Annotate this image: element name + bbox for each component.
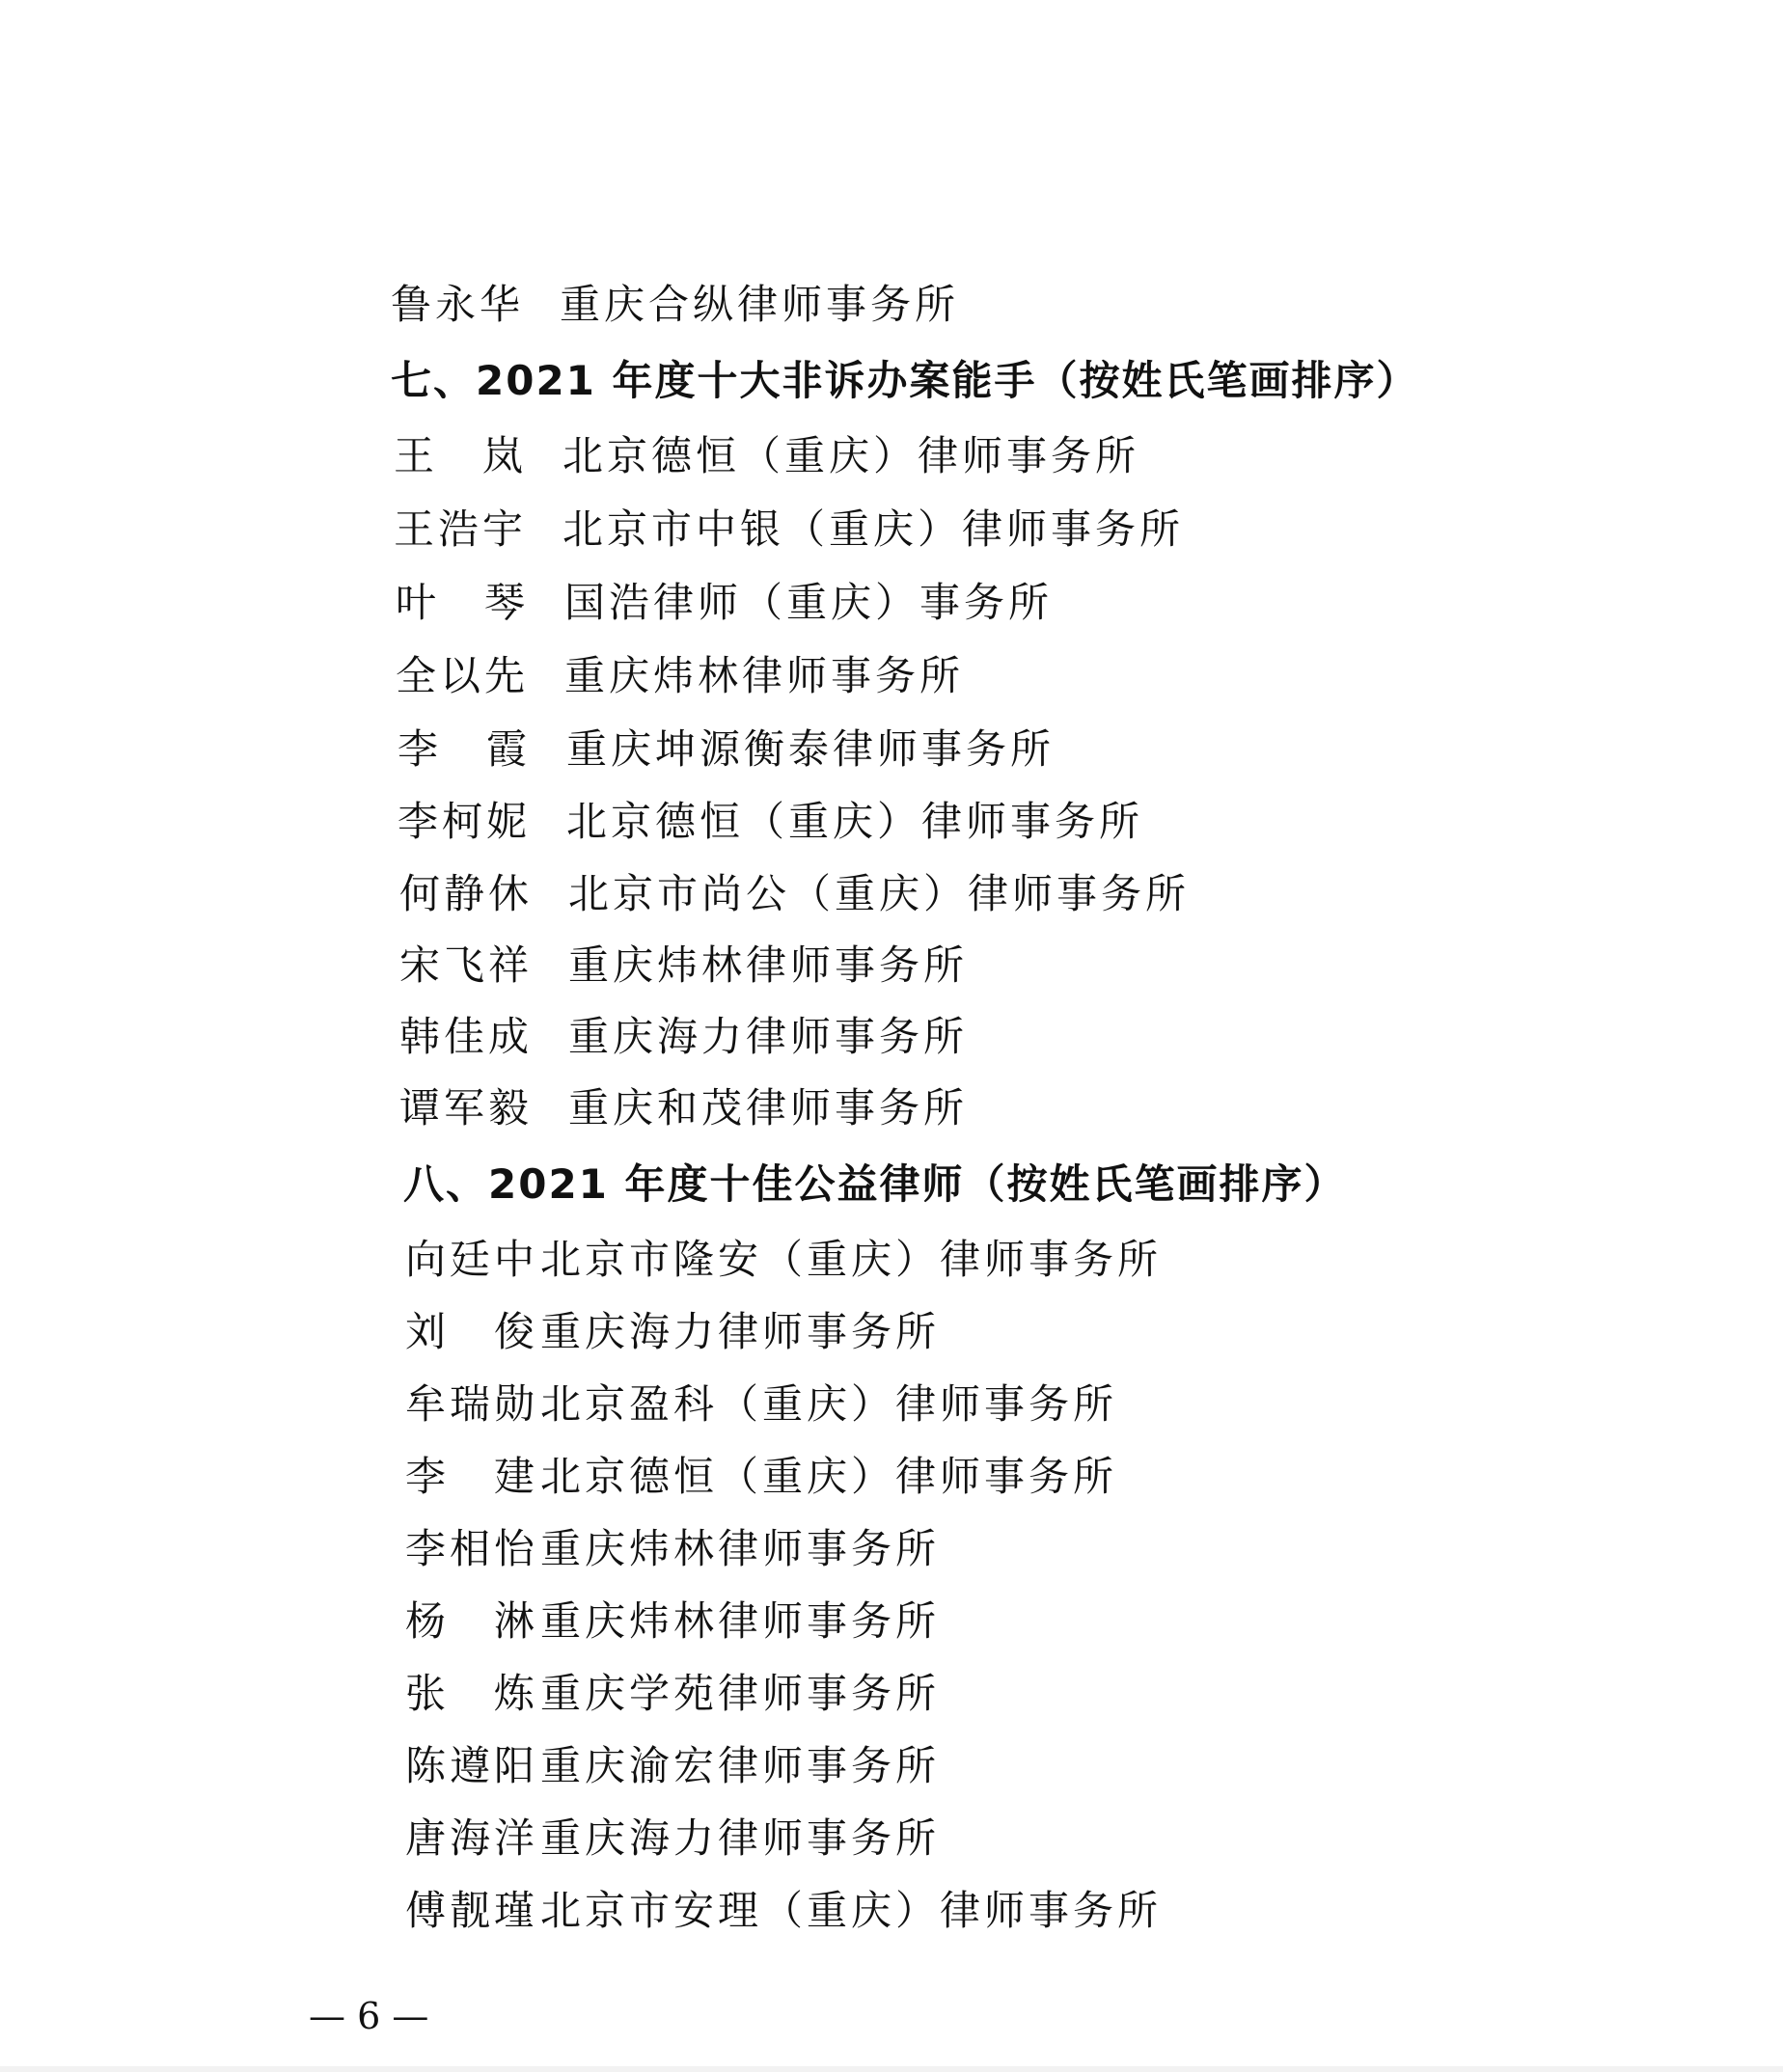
list-item bbox=[399, 1010, 968, 1064]
lawyer-name: 叶 琴 bbox=[396, 579, 530, 626]
law-firm: 北京盈科（重庆）律师事务所 bbox=[540, 1380, 1118, 1428]
list-item bbox=[405, 1450, 1117, 1504]
law-firm: 北京德恒（重庆）律师事务所 bbox=[562, 432, 1140, 479]
law-firm: 重庆和茂律师事务所 bbox=[568, 1084, 969, 1131]
page-number: — 6 — bbox=[309, 1995, 429, 2037]
law-firm: 重庆坤源衡泰律师事务所 bbox=[566, 725, 1056, 773]
list-item bbox=[405, 1522, 940, 1576]
law-firm: 北京德恒（重庆）律师事务所 bbox=[566, 798, 1144, 845]
list-item bbox=[405, 1667, 940, 1721]
list-item bbox=[405, 1739, 940, 1793]
list-item bbox=[398, 795, 1143, 849]
lawyer-name: 李相怡 bbox=[405, 1525, 539, 1572]
law-firm: 北京市中银（重庆）律师事务所 bbox=[562, 505, 1185, 553]
list-item bbox=[399, 939, 968, 993]
law-firm: 北京市隆安（重庆）律师事务所 bbox=[540, 1236, 1163, 1283]
list-item bbox=[398, 722, 1055, 777]
list-item bbox=[405, 1377, 1117, 1431]
law-firm: 重庆炜林律师事务所 bbox=[564, 652, 965, 699]
page-bottom-edge bbox=[0, 2066, 1783, 2072]
lawyer-name: 李柯妮 bbox=[398, 798, 532, 845]
lawyer-name: 李 建 bbox=[405, 1453, 539, 1500]
lawyer-name: 王 岚 bbox=[394, 432, 528, 479]
list-item bbox=[396, 576, 1053, 630]
list-item bbox=[396, 649, 964, 703]
law-firm: 北京市安理（重庆）律师事务所 bbox=[540, 1887, 1163, 1934]
list-item bbox=[394, 503, 1184, 557]
lawyer-name: 张 炼 bbox=[405, 1670, 539, 1717]
lawyer-name: 杨 淋 bbox=[405, 1597, 539, 1645]
lawyer-name: 何静休 bbox=[399, 870, 534, 917]
lawyer-name: 牟瑞勋 bbox=[405, 1380, 539, 1428]
law-firm: 重庆海力律师事务所 bbox=[540, 1308, 941, 1355]
lawyer-name: 全以先 bbox=[396, 652, 530, 699]
list-item bbox=[399, 867, 1190, 921]
list-item bbox=[405, 1812, 940, 1866]
lawyer-name: 鲁永华 bbox=[391, 281, 525, 328]
list-item bbox=[405, 1305, 940, 1359]
law-firm: 北京市尚公（重庆）律师事务所 bbox=[568, 870, 1191, 917]
list-item bbox=[399, 1081, 968, 1135]
lawyer-name: 陈遵阳 bbox=[405, 1742, 539, 1789]
lawyer-name: 刘 俊 bbox=[405, 1308, 539, 1355]
law-firm: 重庆炜林律师事务所 bbox=[568, 941, 969, 989]
law-firm: 重庆海力律师事务所 bbox=[540, 1814, 941, 1862]
lawyer-name: 王浩宇 bbox=[394, 505, 528, 553]
section-heading: 八、2021 年度十佳公益律师（按姓氏笔画排序） bbox=[403, 1160, 1347, 1208]
lawyer-name: 谭军毅 bbox=[399, 1084, 534, 1131]
law-firm: 重庆海力律师事务所 bbox=[568, 1013, 969, 1060]
law-firm: 重庆合纵律师事务所 bbox=[560, 281, 960, 328]
list-item bbox=[405, 1595, 940, 1649]
lawyer-name: 唐海洋 bbox=[405, 1814, 539, 1862]
lawyer-name: 向廷中 bbox=[405, 1236, 539, 1283]
law-firm: 国浩律师（重庆）事务所 bbox=[564, 579, 1054, 626]
law-firm: 重庆学苑律师事务所 bbox=[540, 1670, 941, 1717]
list-item bbox=[394, 429, 1139, 483]
lawyer-name: 傅靓瑾 bbox=[405, 1887, 539, 1934]
lawyer-name: 宋飞祥 bbox=[399, 941, 534, 989]
lawyer-name: 李 霞 bbox=[398, 725, 532, 773]
list-item bbox=[405, 1233, 1162, 1287]
list-item bbox=[405, 1884, 1162, 1938]
section-heading: 七、2021 年度十大非诉办案能手（按姓氏笔画排序） bbox=[391, 357, 1419, 404]
lawyer-name: 韩佳成 bbox=[399, 1013, 534, 1060]
law-firm: 重庆炜林律师事务所 bbox=[540, 1525, 941, 1572]
list-item bbox=[391, 278, 959, 332]
law-firm: 重庆炜林律师事务所 bbox=[540, 1597, 941, 1645]
law-firm: 北京德恒（重庆）律师事务所 bbox=[540, 1453, 1118, 1500]
law-firm: 重庆渝宏律师事务所 bbox=[540, 1742, 941, 1789]
